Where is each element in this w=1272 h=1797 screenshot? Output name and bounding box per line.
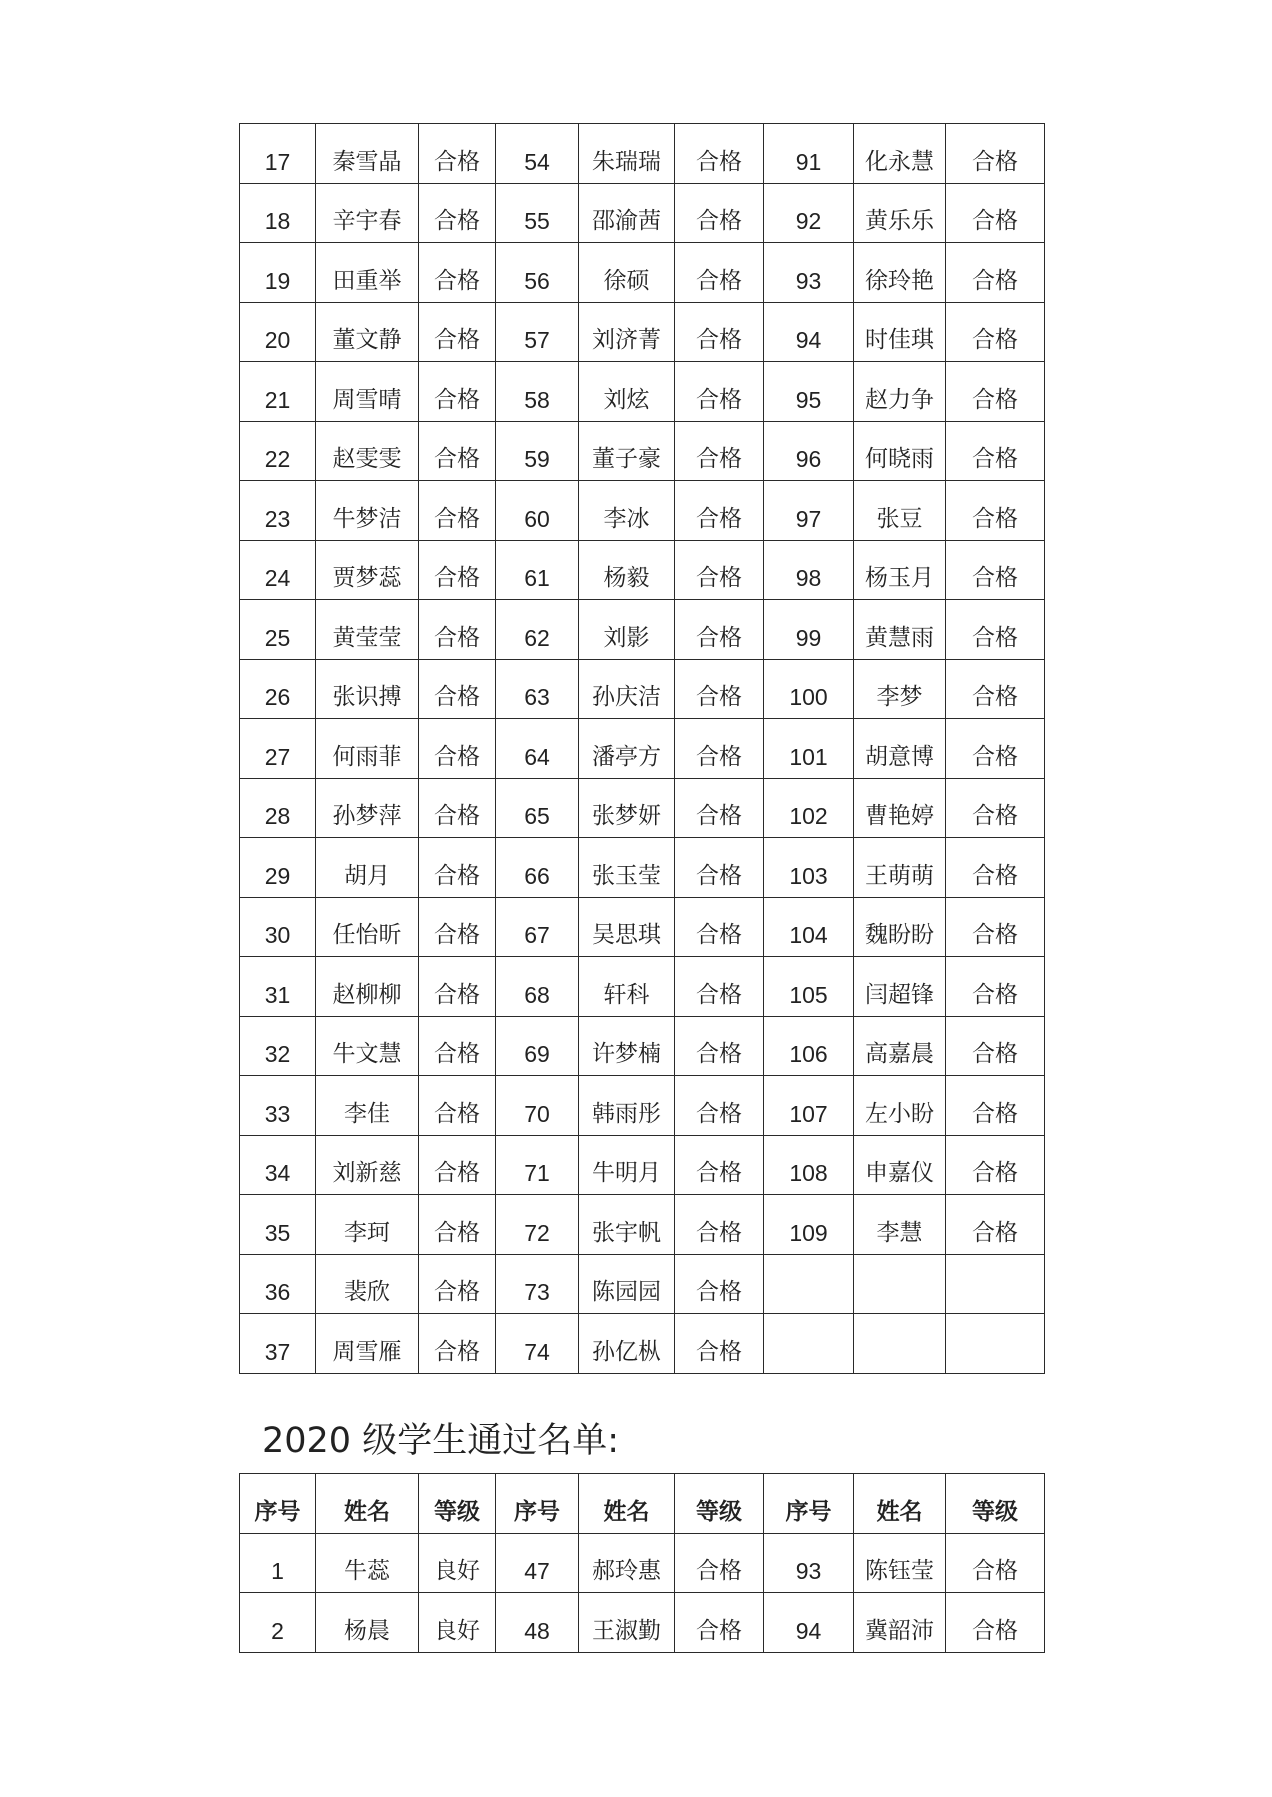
seq-cell: 22 bbox=[240, 421, 316, 481]
grade-cell: 合格 bbox=[675, 1016, 764, 1076]
grade-cell bbox=[946, 1314, 1045, 1374]
seq-cell: 70 bbox=[496, 1076, 579, 1136]
table-row bbox=[240, 243, 1045, 303]
seq-cell: 101 bbox=[764, 719, 854, 779]
name-cell: 赵力争 bbox=[854, 362, 946, 422]
seq-cell: 1 bbox=[240, 1533, 316, 1593]
seq-cell: 29 bbox=[240, 838, 316, 898]
name-cell: 刘炫 bbox=[579, 362, 675, 422]
grade-cell: 合格 bbox=[946, 243, 1045, 303]
name-cell: 裴欣 bbox=[316, 1254, 419, 1314]
grade-cell: 合格 bbox=[946, 838, 1045, 898]
seq-cell: 62 bbox=[496, 600, 579, 660]
name-cell bbox=[854, 1254, 946, 1314]
table-row bbox=[240, 1135, 1045, 1195]
name-cell: 何雨菲 bbox=[316, 719, 419, 779]
seq-cell: 94 bbox=[764, 302, 854, 362]
name-cell: 左小盼 bbox=[854, 1076, 946, 1136]
grade-cell: 合格 bbox=[675, 302, 764, 362]
seq-cell: 57 bbox=[496, 302, 579, 362]
name-cell: 胡月 bbox=[316, 838, 419, 898]
seq-cell: 48 bbox=[496, 1593, 579, 1653]
header-seq: 序号 bbox=[496, 1474, 579, 1534]
seq-cell: 103 bbox=[764, 838, 854, 898]
grade-cell: 合格 bbox=[946, 600, 1045, 660]
name-cell: 高嘉晨 bbox=[854, 1016, 946, 1076]
grade-cell: 合格 bbox=[419, 1076, 496, 1136]
grade-cell: 合格 bbox=[675, 897, 764, 957]
name-cell: 邵渝茜 bbox=[579, 183, 675, 243]
name-cell: 杨毅 bbox=[579, 540, 675, 600]
name-cell: 周雪晴 bbox=[316, 362, 419, 422]
name-cell: 徐硕 bbox=[579, 243, 675, 303]
table-row bbox=[240, 1195, 1045, 1255]
name-cell: 田重举 bbox=[316, 243, 419, 303]
grade-cell: 合格 bbox=[675, 362, 764, 422]
grade-cell: 合格 bbox=[675, 540, 764, 600]
name-cell: 董子豪 bbox=[579, 421, 675, 481]
table-row bbox=[240, 421, 1045, 481]
grade-cell: 合格 bbox=[946, 124, 1045, 184]
seq-cell: 33 bbox=[240, 1076, 316, 1136]
name-cell: 李珂 bbox=[316, 1195, 419, 1255]
grade-cell: 合格 bbox=[419, 659, 496, 719]
name-cell: 吴思琪 bbox=[579, 897, 675, 957]
table-row bbox=[240, 362, 1045, 422]
seq-cell: 97 bbox=[764, 481, 854, 541]
name-cell: 时佳琪 bbox=[854, 302, 946, 362]
table-row bbox=[240, 1593, 1045, 1653]
table-row bbox=[240, 1016, 1045, 1076]
seq-cell: 20 bbox=[240, 302, 316, 362]
seq-cell: 27 bbox=[240, 719, 316, 779]
seq-cell: 25 bbox=[240, 600, 316, 660]
grade-cell: 合格 bbox=[419, 1254, 496, 1314]
seq-cell: 34 bbox=[240, 1135, 316, 1195]
seq-cell: 2 bbox=[240, 1593, 316, 1653]
table-row bbox=[240, 1533, 1045, 1593]
grade-cell: 合格 bbox=[675, 243, 764, 303]
name-cell: 冀韶沛 bbox=[854, 1593, 946, 1653]
seq-cell: 63 bbox=[496, 659, 579, 719]
grade-cell: 合格 bbox=[675, 600, 764, 660]
name-cell: 刘济菁 bbox=[579, 302, 675, 362]
grade-cell: 合格 bbox=[946, 897, 1045, 957]
name-cell: 杨玉月 bbox=[854, 540, 946, 600]
name-cell: 韩雨彤 bbox=[579, 1076, 675, 1136]
seq-cell: 35 bbox=[240, 1195, 316, 1255]
header-seq: 序号 bbox=[764, 1474, 854, 1534]
seq-cell: 19 bbox=[240, 243, 316, 303]
name-cell: 牛蕊 bbox=[316, 1533, 419, 1593]
header-grade: 等级 bbox=[675, 1474, 764, 1534]
name-cell: 牛文慧 bbox=[316, 1016, 419, 1076]
seq-cell: 55 bbox=[496, 183, 579, 243]
name-cell: 秦雪晶 bbox=[316, 124, 419, 184]
name-cell: 张梦妍 bbox=[579, 778, 675, 838]
grade-cell: 合格 bbox=[946, 1593, 1045, 1653]
grade-cell: 合格 bbox=[675, 1195, 764, 1255]
header-name: 姓名 bbox=[854, 1474, 946, 1534]
grade-cell: 合格 bbox=[419, 1135, 496, 1195]
grade-cell: 合格 bbox=[946, 957, 1045, 1017]
name-cell: 王淑勤 bbox=[579, 1593, 675, 1653]
seq-cell: 94 bbox=[764, 1593, 854, 1653]
table-row bbox=[240, 957, 1045, 1017]
name-cell: 周雪雁 bbox=[316, 1314, 419, 1374]
name-cell: 张豆 bbox=[854, 481, 946, 541]
grade-cell: 合格 bbox=[419, 1016, 496, 1076]
grade-cell: 合格 bbox=[419, 481, 496, 541]
seq-cell bbox=[764, 1314, 854, 1374]
name-cell: 胡意博 bbox=[854, 719, 946, 779]
seq-cell: 74 bbox=[496, 1314, 579, 1374]
table-row bbox=[240, 1314, 1045, 1374]
name-cell: 闫超锋 bbox=[854, 957, 946, 1017]
seq-cell: 31 bbox=[240, 957, 316, 1017]
grade-cell: 合格 bbox=[946, 302, 1045, 362]
grade-cell: 合格 bbox=[419, 957, 496, 1017]
seq-cell: 68 bbox=[496, 957, 579, 1017]
header-name: 姓名 bbox=[316, 1474, 419, 1534]
seq-cell: 26 bbox=[240, 659, 316, 719]
seq-cell: 61 bbox=[496, 540, 579, 600]
grade-cell: 合格 bbox=[675, 659, 764, 719]
seq-cell: 56 bbox=[496, 243, 579, 303]
seq-cell bbox=[764, 1254, 854, 1314]
grade-cell: 合格 bbox=[419, 897, 496, 957]
pass-list-table-continued bbox=[239, 123, 1045, 1374]
table-row bbox=[240, 778, 1045, 838]
name-cell: 刘影 bbox=[579, 600, 675, 660]
name-cell: 潘亭方 bbox=[579, 719, 675, 779]
grade-cell: 良好 bbox=[419, 1533, 496, 1593]
seq-cell: 21 bbox=[240, 362, 316, 422]
name-cell: 牛明月 bbox=[579, 1135, 675, 1195]
seq-cell: 54 bbox=[496, 124, 579, 184]
table-row bbox=[240, 1076, 1045, 1136]
name-cell: 陈钰莹 bbox=[854, 1533, 946, 1593]
table-row bbox=[240, 540, 1045, 600]
seq-cell: 65 bbox=[496, 778, 579, 838]
seq-cell: 102 bbox=[764, 778, 854, 838]
name-cell: 陈园园 bbox=[579, 1254, 675, 1314]
seq-cell: 73 bbox=[496, 1254, 579, 1314]
seq-cell: 64 bbox=[496, 719, 579, 779]
name-cell: 曹艳婷 bbox=[854, 778, 946, 838]
seq-cell: 98 bbox=[764, 540, 854, 600]
name-cell: 孙梦萍 bbox=[316, 778, 419, 838]
name-cell: 杨晨 bbox=[316, 1593, 419, 1653]
grade-cell: 合格 bbox=[946, 1533, 1045, 1593]
seq-cell: 93 bbox=[764, 1533, 854, 1593]
seq-cell: 109 bbox=[764, 1195, 854, 1255]
table-row bbox=[240, 719, 1045, 779]
name-cell: 任怡昕 bbox=[316, 897, 419, 957]
name-cell: 张识搏 bbox=[316, 659, 419, 719]
seq-cell: 28 bbox=[240, 778, 316, 838]
grade-cell: 合格 bbox=[419, 243, 496, 303]
grade-cell: 合格 bbox=[675, 957, 764, 1017]
name-cell: 刘新慈 bbox=[316, 1135, 419, 1195]
name-cell: 化永慧 bbox=[854, 124, 946, 184]
seq-cell: 32 bbox=[240, 1016, 316, 1076]
grade-cell: 合格 bbox=[419, 302, 496, 362]
section-heading-2020: 2020 级学生通过名单: bbox=[262, 1421, 619, 1461]
seq-cell: 37 bbox=[240, 1314, 316, 1374]
seq-cell: 72 bbox=[496, 1195, 579, 1255]
grade-cell: 合格 bbox=[675, 481, 764, 541]
grade-cell: 合格 bbox=[675, 1314, 764, 1374]
name-cell: 孙亿枞 bbox=[579, 1314, 675, 1374]
seq-cell: 67 bbox=[496, 897, 579, 957]
seq-cell: 104 bbox=[764, 897, 854, 957]
grade-cell: 合格 bbox=[946, 481, 1045, 541]
seq-cell: 30 bbox=[240, 897, 316, 957]
grade-cell: 合格 bbox=[419, 540, 496, 600]
table-row bbox=[240, 481, 1045, 541]
name-cell: 黄乐乐 bbox=[854, 183, 946, 243]
grade-cell: 合格 bbox=[675, 1254, 764, 1314]
seq-cell: 92 bbox=[764, 183, 854, 243]
name-cell: 赵雯雯 bbox=[316, 421, 419, 481]
grade-cell: 合格 bbox=[419, 1195, 496, 1255]
seq-cell: 93 bbox=[764, 243, 854, 303]
grade-cell: 合格 bbox=[946, 1076, 1045, 1136]
grade-cell: 合格 bbox=[946, 1016, 1045, 1076]
seq-cell: 58 bbox=[496, 362, 579, 422]
table-row bbox=[240, 302, 1045, 362]
seq-cell: 91 bbox=[764, 124, 854, 184]
table-body bbox=[240, 124, 1045, 1374]
table-row bbox=[240, 897, 1045, 957]
name-cell: 何晓雨 bbox=[854, 421, 946, 481]
seq-cell: 100 bbox=[764, 659, 854, 719]
name-cell: 赵柳柳 bbox=[316, 957, 419, 1017]
name-cell: 朱瑞瑞 bbox=[579, 124, 675, 184]
seq-cell: 96 bbox=[764, 421, 854, 481]
seq-cell: 59 bbox=[496, 421, 579, 481]
grade-cell: 合格 bbox=[675, 183, 764, 243]
name-cell: 魏盼盼 bbox=[854, 897, 946, 957]
grade-cell: 合格 bbox=[419, 1314, 496, 1374]
grade-cell: 合格 bbox=[675, 838, 764, 898]
seq-cell: 60 bbox=[496, 481, 579, 541]
grade-cell: 合格 bbox=[419, 600, 496, 660]
name-cell: 徐玲艳 bbox=[854, 243, 946, 303]
seq-cell: 105 bbox=[764, 957, 854, 1017]
grade-cell: 合格 bbox=[946, 778, 1045, 838]
name-cell: 贾梦蕊 bbox=[316, 540, 419, 600]
name-cell: 轩科 bbox=[579, 957, 675, 1017]
grade-cell: 合格 bbox=[675, 421, 764, 481]
grade-cell: 合格 bbox=[675, 719, 764, 779]
grade-cell: 合格 bbox=[419, 183, 496, 243]
grade-cell: 合格 bbox=[946, 421, 1045, 481]
grade-cell: 合格 bbox=[419, 719, 496, 779]
seq-cell: 66 bbox=[496, 838, 579, 898]
header-grade: 等级 bbox=[419, 1474, 496, 1534]
seq-cell: 18 bbox=[240, 183, 316, 243]
table-body bbox=[240, 1533, 1045, 1652]
table-header-row bbox=[240, 1474, 1045, 1534]
name-cell: 董文静 bbox=[316, 302, 419, 362]
grade-cell: 合格 bbox=[675, 1076, 764, 1136]
name-cell: 李慧 bbox=[854, 1195, 946, 1255]
table-row bbox=[240, 1254, 1045, 1314]
grade-cell: 合格 bbox=[419, 838, 496, 898]
name-cell: 李梦 bbox=[854, 659, 946, 719]
name-cell: 张玉莹 bbox=[579, 838, 675, 898]
grade-cell: 合格 bbox=[946, 1195, 1045, 1255]
name-cell: 孙庆洁 bbox=[579, 659, 675, 719]
table-row bbox=[240, 124, 1045, 184]
grade-cell: 合格 bbox=[675, 1593, 764, 1653]
seq-cell: 99 bbox=[764, 600, 854, 660]
name-cell: 牛梦洁 bbox=[316, 481, 419, 541]
grade-cell: 良好 bbox=[419, 1593, 496, 1653]
grade-cell: 合格 bbox=[946, 1135, 1045, 1195]
grade-cell: 合格 bbox=[946, 659, 1045, 719]
name-cell: 李佳 bbox=[316, 1076, 419, 1136]
grade-cell: 合格 bbox=[946, 540, 1045, 600]
grade-cell: 合格 bbox=[675, 1135, 764, 1195]
seq-cell: 47 bbox=[496, 1533, 579, 1593]
name-cell: 黄慧雨 bbox=[854, 600, 946, 660]
grade-cell: 合格 bbox=[946, 362, 1045, 422]
grade-cell: 合格 bbox=[946, 183, 1045, 243]
grade-cell: 合格 bbox=[419, 421, 496, 481]
grade-cell: 合格 bbox=[946, 719, 1045, 779]
header-seq: 序号 bbox=[240, 1474, 316, 1534]
table-row bbox=[240, 659, 1045, 719]
name-cell: 许梦楠 bbox=[579, 1016, 675, 1076]
seq-cell: 107 bbox=[764, 1076, 854, 1136]
pass-list-table-2020 bbox=[239, 1473, 1045, 1653]
table-row bbox=[240, 183, 1045, 243]
grade-cell: 合格 bbox=[675, 1533, 764, 1593]
header-name: 姓名 bbox=[579, 1474, 675, 1534]
name-cell: 辛宇春 bbox=[316, 183, 419, 243]
seq-cell: 23 bbox=[240, 481, 316, 541]
name-cell bbox=[854, 1314, 946, 1374]
name-cell: 申嘉仪 bbox=[854, 1135, 946, 1195]
seq-cell: 36 bbox=[240, 1254, 316, 1314]
grade-cell: 合格 bbox=[675, 124, 764, 184]
seq-cell: 17 bbox=[240, 124, 316, 184]
name-cell: 王萌萌 bbox=[854, 838, 946, 898]
seq-cell: 95 bbox=[764, 362, 854, 422]
header-grade: 等级 bbox=[946, 1474, 1045, 1534]
table-row bbox=[240, 838, 1045, 898]
name-cell: 张宇帆 bbox=[579, 1195, 675, 1255]
seq-cell: 106 bbox=[764, 1016, 854, 1076]
grade-cell: 合格 bbox=[419, 124, 496, 184]
grade-cell: 合格 bbox=[675, 778, 764, 838]
grade-cell: 合格 bbox=[419, 778, 496, 838]
seq-cell: 24 bbox=[240, 540, 316, 600]
name-cell: 郝玲惠 bbox=[579, 1533, 675, 1593]
seq-cell: 69 bbox=[496, 1016, 579, 1076]
seq-cell: 108 bbox=[764, 1135, 854, 1195]
name-cell: 李冰 bbox=[579, 481, 675, 541]
name-cell: 黄莹莹 bbox=[316, 600, 419, 660]
grade-cell bbox=[946, 1254, 1045, 1314]
seq-cell: 71 bbox=[496, 1135, 579, 1195]
grade-cell: 合格 bbox=[419, 362, 496, 422]
table-row bbox=[240, 600, 1045, 660]
